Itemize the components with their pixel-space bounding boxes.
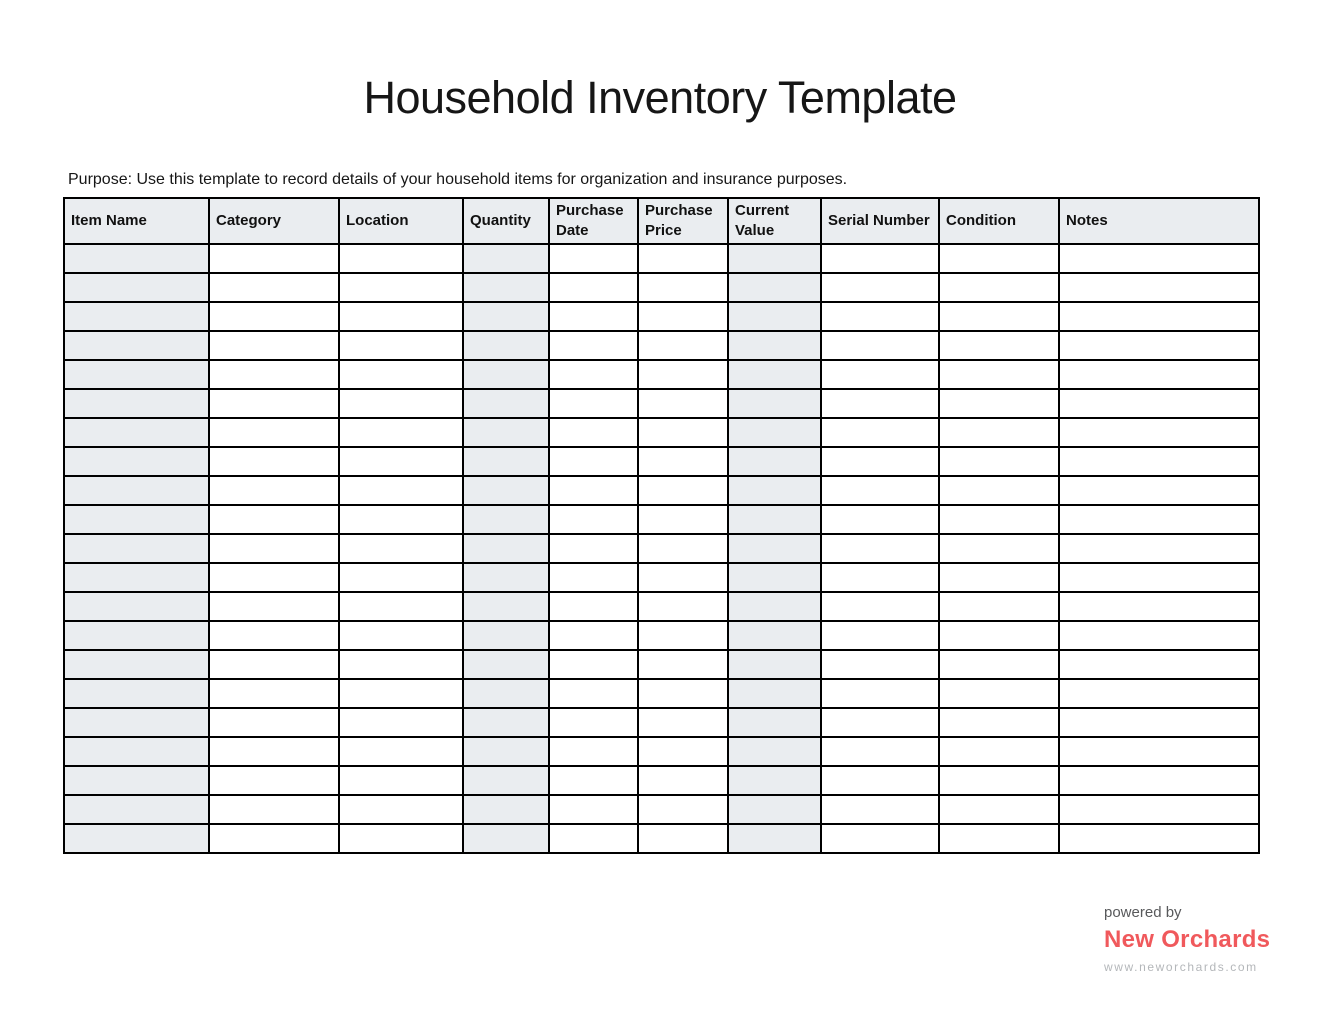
table-cell[interactable] <box>463 824 549 853</box>
table-cell[interactable] <box>1059 505 1259 534</box>
table-cell[interactable] <box>209 447 339 476</box>
table-row <box>64 302 1259 331</box>
page-title: Household Inventory Template <box>363 72 957 123</box>
table-cell[interactable] <box>821 273 939 302</box>
table-cell[interactable] <box>728 534 821 563</box>
table-cell[interactable] <box>821 824 939 853</box>
table-cell[interactable] <box>64 476 209 505</box>
table-cell[interactable] <box>64 534 209 563</box>
header-cell-serial-number: Serial Number <box>821 198 939 244</box>
table-cell[interactable] <box>728 360 821 389</box>
table-cell[interactable] <box>1059 563 1259 592</box>
table-cell[interactable] <box>463 273 549 302</box>
table-cell[interactable] <box>939 273 1059 302</box>
table-cell[interactable] <box>463 447 549 476</box>
table-cell[interactable] <box>821 534 939 563</box>
table-cell[interactable] <box>549 824 638 853</box>
table-cell[interactable] <box>209 273 339 302</box>
table-cell[interactable] <box>209 563 339 592</box>
table-cell[interactable] <box>549 679 638 708</box>
table-cell[interactable] <box>339 824 463 853</box>
table-cell[interactable] <box>339 360 463 389</box>
table-cell[interactable] <box>549 505 638 534</box>
table-cell[interactable] <box>638 331 728 360</box>
table-row <box>64 824 1259 853</box>
table-cell[interactable] <box>64 737 209 766</box>
table-cell[interactable] <box>64 621 209 650</box>
table-cell[interactable] <box>728 824 821 853</box>
table-cell[interactable] <box>463 476 549 505</box>
table-header-row <box>64 198 1259 244</box>
table-cell[interactable] <box>821 331 939 360</box>
table-cell[interactable] <box>638 824 728 853</box>
table-cell[interactable] <box>209 737 339 766</box>
table-row <box>64 592 1259 621</box>
table-cell[interactable] <box>821 244 939 273</box>
table-cell[interactable] <box>463 795 549 824</box>
table-row <box>64 766 1259 795</box>
table-cell[interactable] <box>939 447 1059 476</box>
table-cell[interactable] <box>549 389 638 418</box>
table-cell[interactable] <box>463 302 549 331</box>
table-cell[interactable] <box>821 621 939 650</box>
table-cell[interactable] <box>1059 273 1259 302</box>
table-row <box>64 244 1259 273</box>
table-cell[interactable] <box>728 505 821 534</box>
table-cell[interactable] <box>64 795 209 824</box>
table-cell[interactable] <box>549 360 638 389</box>
table-row <box>64 563 1259 592</box>
table-cell[interactable] <box>64 505 209 534</box>
header-cell-purchase-price: Purchase Price <box>638 198 728 244</box>
table-cell[interactable] <box>64 331 209 360</box>
table-cell[interactable] <box>339 505 463 534</box>
table-cell[interactable] <box>463 621 549 650</box>
table-cell[interactable] <box>728 418 821 447</box>
table-cell[interactable] <box>463 534 549 563</box>
table-cell[interactable] <box>549 592 638 621</box>
table-cell[interactable] <box>1059 621 1259 650</box>
table-cell[interactable] <box>339 389 463 418</box>
header-cell-condition: Condition <box>939 198 1059 244</box>
table-cell[interactable] <box>1059 708 1259 737</box>
table-cell[interactable] <box>728 563 821 592</box>
table-cell[interactable] <box>549 273 638 302</box>
table-cell[interactable] <box>728 679 821 708</box>
table-cell[interactable] <box>209 708 339 737</box>
table-cell[interactable] <box>1059 244 1259 273</box>
table-cell[interactable] <box>939 708 1059 737</box>
table-cell[interactable] <box>939 244 1059 273</box>
table-cell[interactable] <box>549 534 638 563</box>
table-cell[interactable] <box>64 679 209 708</box>
purpose-text: Purpose: Use this template to record details of your household items for organization and insurance purposes. <box>68 171 848 188</box>
table-cell[interactable] <box>1059 766 1259 795</box>
table-cell[interactable] <box>339 737 463 766</box>
table-cell[interactable] <box>638 679 728 708</box>
table-cell[interactable] <box>638 737 728 766</box>
table-cell[interactable] <box>209 302 339 331</box>
table-cell[interactable] <box>549 244 638 273</box>
table-cell[interactable] <box>64 244 209 273</box>
table-cell[interactable] <box>638 795 728 824</box>
table-cell[interactable] <box>939 795 1059 824</box>
table-row <box>64 679 1259 708</box>
table-cell[interactable] <box>463 592 549 621</box>
table-cell[interactable] <box>638 476 728 505</box>
table-cell[interactable] <box>728 273 821 302</box>
table-cell[interactable] <box>728 476 821 505</box>
table-cell[interactable] <box>549 418 638 447</box>
table-cell[interactable] <box>64 360 209 389</box>
table-cell[interactable] <box>939 302 1059 331</box>
table-cell[interactable] <box>728 737 821 766</box>
table-cell[interactable] <box>463 331 549 360</box>
table-cell[interactable] <box>939 679 1059 708</box>
table-cell[interactable] <box>549 708 638 737</box>
table-cell[interactable] <box>1059 592 1259 621</box>
table-row <box>64 418 1259 447</box>
table-cell[interactable] <box>939 418 1059 447</box>
table-cell[interactable] <box>463 418 549 447</box>
table-cell[interactable] <box>549 795 638 824</box>
table-cell[interactable] <box>638 563 728 592</box>
table-cell[interactable] <box>821 795 939 824</box>
table-cell[interactable] <box>638 302 728 331</box>
table-cell[interactable] <box>339 331 463 360</box>
header-cell-notes: Notes <box>1059 198 1259 244</box>
table-cell[interactable] <box>1059 824 1259 853</box>
footer-branding <box>1104 904 1270 974</box>
table-cell[interactable] <box>821 766 939 795</box>
table-cell[interactable] <box>939 737 1059 766</box>
table-row <box>64 505 1259 534</box>
table-cell[interactable] <box>1059 389 1259 418</box>
table-cell[interactable] <box>638 418 728 447</box>
table-cell[interactable] <box>821 563 939 592</box>
table-row <box>64 534 1259 563</box>
table-cell[interactable] <box>638 708 728 737</box>
table-cell[interactable] <box>728 621 821 650</box>
table-cell[interactable] <box>209 534 339 563</box>
table-row <box>64 621 1259 650</box>
table-cell[interactable] <box>638 621 728 650</box>
table-cell[interactable] <box>939 331 1059 360</box>
table-row <box>64 389 1259 418</box>
table-cell[interactable] <box>339 708 463 737</box>
table-cell[interactable] <box>209 824 339 853</box>
table-cell[interactable] <box>728 592 821 621</box>
table-cell[interactable] <box>463 360 549 389</box>
table-cell[interactable] <box>638 389 728 418</box>
table-cell[interactable] <box>339 447 463 476</box>
table-cell[interactable] <box>463 244 549 273</box>
table-cell[interactable] <box>549 563 638 592</box>
table-cell[interactable] <box>209 418 339 447</box>
table-cell[interactable] <box>939 534 1059 563</box>
table-cell[interactable] <box>339 418 463 447</box>
table-cell[interactable] <box>728 447 821 476</box>
table-row <box>64 331 1259 360</box>
table-cell[interactable] <box>728 302 821 331</box>
table-cell[interactable] <box>64 418 209 447</box>
table-cell[interactable] <box>638 273 728 302</box>
table-cell[interactable] <box>638 592 728 621</box>
table-cell[interactable] <box>209 795 339 824</box>
table-cell[interactable] <box>339 563 463 592</box>
table-cell[interactable] <box>209 679 339 708</box>
table-cell[interactable] <box>939 505 1059 534</box>
table-cell[interactable] <box>339 621 463 650</box>
table-cell[interactable] <box>638 766 728 795</box>
table-cell[interactable] <box>939 389 1059 418</box>
table-cell[interactable] <box>939 476 1059 505</box>
table-cell[interactable] <box>209 621 339 650</box>
table-cell[interactable] <box>209 766 339 795</box>
header-cell-quantity: Quantity <box>463 198 549 244</box>
table-cell[interactable] <box>939 360 1059 389</box>
table-cell[interactable] <box>549 331 638 360</box>
table-cell[interactable] <box>728 708 821 737</box>
table-cell[interactable] <box>728 795 821 824</box>
table-cell[interactable] <box>638 505 728 534</box>
table-cell[interactable] <box>339 650 463 679</box>
table-cell[interactable] <box>821 360 939 389</box>
table-cell[interactable] <box>339 766 463 795</box>
table-cell[interactable] <box>1059 795 1259 824</box>
table-cell[interactable] <box>638 244 728 273</box>
table-cell[interactable] <box>728 389 821 418</box>
table-cell[interactable] <box>821 505 939 534</box>
table-cell[interactable] <box>463 737 549 766</box>
table-cell[interactable] <box>463 650 549 679</box>
table-cell[interactable] <box>339 302 463 331</box>
table-cell[interactable] <box>638 360 728 389</box>
table-cell[interactable] <box>939 621 1059 650</box>
table-cell[interactable] <box>939 592 1059 621</box>
table-cell[interactable] <box>821 679 939 708</box>
table-cell[interactable] <box>638 447 728 476</box>
table-cell[interactable] <box>1059 534 1259 563</box>
table-cell[interactable] <box>1059 679 1259 708</box>
table-cell[interactable] <box>728 766 821 795</box>
table-cell[interactable] <box>728 331 821 360</box>
table-cell[interactable] <box>821 389 939 418</box>
table-cell[interactable] <box>463 389 549 418</box>
table-cell[interactable] <box>1059 447 1259 476</box>
table-cell[interactable] <box>549 737 638 766</box>
table-cell[interactable] <box>821 592 939 621</box>
table-cell[interactable] <box>209 476 339 505</box>
table-cell[interactable] <box>821 476 939 505</box>
table-cell[interactable] <box>1059 737 1259 766</box>
table-cell[interactable] <box>728 244 821 273</box>
table-cell[interactable] <box>64 708 209 737</box>
table-cell[interactable] <box>209 505 339 534</box>
header-cell-purchase-date: Purchase Date <box>549 198 638 244</box>
table-cell[interactable] <box>339 273 463 302</box>
table-cell[interactable] <box>209 331 339 360</box>
table-cell[interactable] <box>339 795 463 824</box>
table-cell[interactable] <box>64 273 209 302</box>
brand-name: New Orchards <box>1104 926 1271 953</box>
table-cell[interactable] <box>463 563 549 592</box>
table-cell[interactable] <box>549 476 638 505</box>
table-cell[interactable] <box>1059 331 1259 360</box>
header-cell-item-name: Item Name <box>64 198 209 244</box>
table-cell[interactable] <box>64 389 209 418</box>
table-cell[interactable] <box>1059 650 1259 679</box>
table-cell[interactable] <box>64 592 209 621</box>
table-cell[interactable] <box>1059 418 1259 447</box>
table-cell[interactable] <box>64 563 209 592</box>
table-row <box>64 708 1259 737</box>
table-cell[interactable] <box>728 650 821 679</box>
table-cell[interactable] <box>209 360 339 389</box>
powered-by-text: powered by <box>1104 904 1182 921</box>
table-cell[interactable] <box>463 505 549 534</box>
table-cell[interactable] <box>209 650 339 679</box>
table-cell[interactable] <box>821 447 939 476</box>
table-cell[interactable] <box>1059 302 1259 331</box>
table-cell[interactable] <box>64 824 209 853</box>
table-cell[interactable] <box>939 650 1059 679</box>
table-cell[interactable] <box>939 563 1059 592</box>
table-row <box>64 360 1259 389</box>
table-cell[interactable] <box>549 621 638 650</box>
table-row <box>64 650 1259 679</box>
table-cell[interactable] <box>209 389 339 418</box>
table-cell[interactable] <box>339 244 463 273</box>
table-cell[interactable] <box>939 766 1059 795</box>
table-cell[interactable] <box>209 592 339 621</box>
table-cell[interactable] <box>64 650 209 679</box>
table-cell[interactable] <box>1059 476 1259 505</box>
table-row <box>64 447 1259 476</box>
brand-website: www.neworchards.com <box>1104 960 1258 974</box>
table-row <box>64 737 1259 766</box>
table-cell[interactable] <box>339 534 463 563</box>
header-cell-current-value: Current Value <box>728 198 821 244</box>
table-cell[interactable] <box>463 766 549 795</box>
table-cell[interactable] <box>549 650 638 679</box>
table-cell[interactable] <box>638 650 728 679</box>
table-row <box>64 476 1259 505</box>
header-cell-category: Category <box>209 198 339 244</box>
table-cell[interactable] <box>339 476 463 505</box>
table-cell[interactable] <box>64 766 209 795</box>
table-cell[interactable] <box>339 679 463 708</box>
table-cell[interactable] <box>64 447 209 476</box>
table-cell[interactable] <box>64 302 209 331</box>
table-cell[interactable] <box>549 766 638 795</box>
table-cell[interactable] <box>821 708 939 737</box>
header-cell-location: Location <box>339 198 463 244</box>
table-row <box>64 795 1259 824</box>
table-cell[interactable] <box>821 302 939 331</box>
table-cell[interactable] <box>209 244 339 273</box>
table-cell[interactable] <box>1059 360 1259 389</box>
table-cell[interactable] <box>821 418 939 447</box>
table-cell[interactable] <box>638 534 728 563</box>
table-cell[interactable] <box>821 650 939 679</box>
table-cell[interactable] <box>549 302 638 331</box>
table-row <box>64 273 1259 302</box>
table-cell[interactable] <box>549 447 638 476</box>
table-cell[interactable] <box>339 592 463 621</box>
table-cell[interactable] <box>939 824 1059 853</box>
table-cell[interactable] <box>821 737 939 766</box>
table-cell[interactable] <box>463 708 549 737</box>
table-cell[interactable] <box>463 679 549 708</box>
inventory-table <box>63 197 1260 854</box>
